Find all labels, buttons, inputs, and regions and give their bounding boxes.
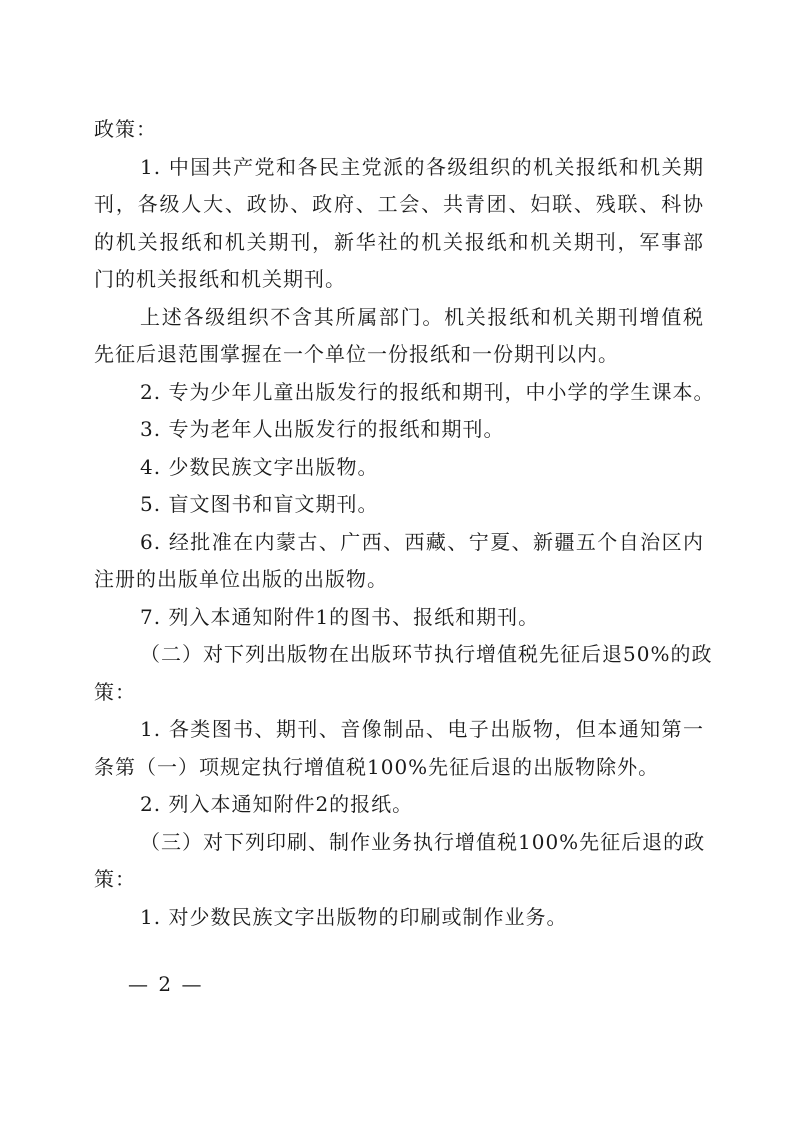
paragraph: [94, 524, 704, 599]
text-line: 刊，各级人大、政协、政府、工会、共青团、妇联、残联、科协: [94, 192, 704, 216]
paragraph: [94, 899, 704, 937]
text-line: 政策：: [94, 117, 157, 141]
text-line: 5. 盲文图书和盲文期刊。: [140, 492, 379, 516]
text-line: 策：: [94, 679, 136, 704]
paragraph: [94, 299, 704, 374]
text-line: （三）对下列印刷、制作业务执行增值税100%先征后退的政: [140, 829, 706, 854]
paragraph: [94, 449, 704, 487]
paragraph: [94, 599, 704, 637]
text-line: 先征后退范围掌握在一个单位一份报纸和一份期刊以内。: [94, 342, 619, 366]
paragraph: [94, 824, 704, 899]
text-line: 3. 专为老年人出版发行的报纸和期刊。: [140, 417, 505, 441]
text-line: 2. 专为少年儿童出版发行的报纸和期刊，中小学的学生课本。: [140, 379, 715, 404]
page-number: — 2 —: [128, 972, 204, 996]
text-line: 1. 中国共产党和各民主党派的各级组织的机关报纸和机关期: [140, 154, 704, 179]
text-line: 4. 少数民族文字出版物。: [140, 454, 379, 479]
paragraph: [94, 374, 715, 412]
paragraph: [94, 149, 704, 299]
text-line: 1. 各类图书、期刊、音像制品、电子出版物，但本通知第一: [140, 717, 704, 741]
text-line: 条第（一）项规定执行增值税100%先征后退的出版物除外。: [94, 754, 660, 779]
text-line: 注册的出版单位出版的出版物。: [94, 567, 388, 591]
text-line: 1. 对少数民族文字出版物的印刷或制作业务。: [140, 904, 568, 929]
text-line: 上述各级组织不含其所属部门。机关报纸和机关期刊增值税: [140, 304, 704, 329]
text-line: （二）对下列出版物在出版环节执行增值税先征后退50%的政: [140, 642, 713, 666]
text-line: 门的机关报纸和机关期刊。: [94, 267, 346, 291]
text-line: 2. 列入本通知附件2的报纸。: [140, 792, 414, 816]
text-line: 6. 经批准在内蒙古、广西、西藏、宁夏、新疆五个自治区内: [140, 529, 704, 554]
paragraph: [94, 111, 704, 149]
paragraph: [94, 711, 704, 786]
paragraph: [94, 411, 704, 449]
text-line: 的机关报纸和机关期刊，新华社的机关报纸和机关期刊，军事部: [94, 229, 704, 254]
text-line: 7. 列入本通知附件1的图书、报纸和期刊。: [140, 604, 540, 629]
paragraph: [94, 636, 713, 711]
paragraph: [94, 486, 704, 524]
paragraph: [94, 786, 704, 824]
text-line: 策：: [94, 867, 136, 891]
document-body: [94, 111, 715, 936]
